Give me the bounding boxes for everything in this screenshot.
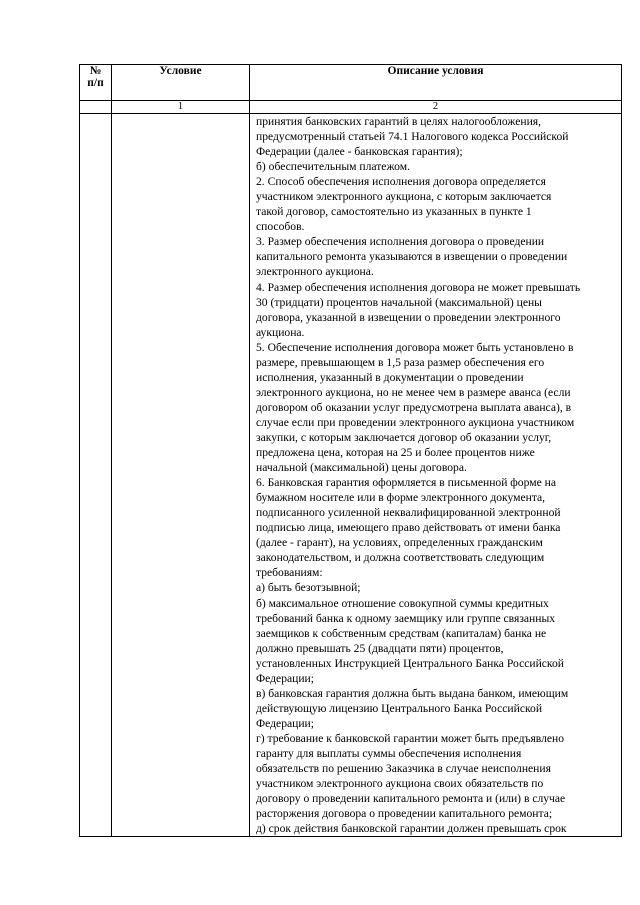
description-line: электронного аукциона. <box>256 265 374 279</box>
header-number-line1: № <box>89 65 102 77</box>
description-line: случае если при проведении электронного аукциона участником <box>256 415 575 429</box>
description-line: законодательством, и должна соответствовать следующим <box>256 551 545 565</box>
table-row <box>80 114 622 837</box>
header-number-line2: п/п <box>87 77 104 89</box>
table-header-row <box>80 65 622 101</box>
description-line: договору о проведении капитального ремонта и (или) в случае <box>256 792 566 806</box>
description-line: расторжения договора о проведении капитального ремонта; <box>256 807 553 821</box>
header-number <box>80 65 112 101</box>
description-line: 3. Размер обеспечения исполнения договора о проведении <box>256 235 545 249</box>
description-line: размере, превышающем в 1,5 раза размер обеспечения его <box>256 355 545 369</box>
header-condition: Условие <box>112 65 250 101</box>
description-line: 30 (тридцати) процентов начальной (максимальной) цены <box>256 295 542 309</box>
description-line: предложена цена, которая на 25 и более процентов ниже <box>256 446 535 460</box>
description-line: электронного аукциона, но не менее чем в размере аванса (если <box>256 385 571 399</box>
column-number-0 <box>80 101 112 114</box>
description-line: установленных Инструкцией Центрального Банка Российской <box>256 656 564 670</box>
description-line: договором об оказании услуг предусмотрена выплата аванса), в <box>256 400 572 414</box>
description-line: 4. Размер обеспечения исполнения договора не может превышать <box>256 280 581 294</box>
description-line: требованиям: <box>256 566 323 580</box>
description-line: должно превышать 25 (двадцати пяти) процентов, <box>256 641 504 655</box>
row-number-cell <box>80 114 112 837</box>
description-line: начальной (максимальной) цены договора. <box>256 461 467 475</box>
description-line: б) максимальное отношение совокупной суммы кредитных <box>256 596 549 610</box>
description-line: Федерации; <box>256 671 314 685</box>
description-line: закупки, с которым заключается договор об оказании услуг, <box>256 430 552 444</box>
column-number-row <box>80 101 622 114</box>
header-description: Описание условия <box>250 65 622 101</box>
description-line: 5. Обеспечение исполнения договора может быть установлено в <box>256 340 574 354</box>
description-line: гаранту для выплаты суммы обеспечения исполнения <box>256 746 522 760</box>
description-line: требований банка к одному заемщику или группе связанных <box>256 611 556 625</box>
column-number-2: 2 <box>250 101 622 114</box>
description-line: Федерации; <box>256 716 314 730</box>
description-line: такой договор, самостоятельно из указанных в пункте 1 <box>256 205 532 219</box>
description-line: предусмотренный статьей 74.1 Налогового кодекса Российской <box>256 130 569 144</box>
description-line: заемщиков к собственным средствам (капиталам) банка не <box>256 626 547 640</box>
description-line: д) срок действия банковской гарантии должен превышать срок <box>256 822 567 836</box>
description-line: б) обеспечительным платежом. <box>256 160 410 174</box>
description-line: а) быть безотзывной; <box>256 581 361 595</box>
description-line: участником электронного аукциона, с которым заключается <box>256 190 552 204</box>
conditions-table <box>79 64 622 837</box>
description-line: (далее - гарант), на условиях, определенных гражданским <box>256 536 543 550</box>
description-line: аукциона. <box>256 325 305 339</box>
column-number-1: 1 <box>112 101 250 114</box>
description-line: исполнения, указанный в документации о проведении <box>256 370 524 384</box>
description-line: в) банковская гарантия должна быть выдана банком, имеющим <box>256 686 569 700</box>
description-line: Федерации (далее - банковская гарантия); <box>256 145 463 159</box>
description-text <box>256 114 618 836</box>
description-line: принятия банковских гарантий в целях налогообложения, <box>256 115 542 128</box>
description-line: г) требование к банковской гарантии может быть предъявлено <box>256 731 565 745</box>
description-line: подписанного усиленной неквалифицированной электронной <box>256 506 561 520</box>
description-line: способов. <box>256 220 305 234</box>
description-line: договора, указанной в извещении о проведении электронного <box>256 310 561 324</box>
description-line: 6. Банковская гарантия оформляется в письменной форме на <box>256 476 556 490</box>
description-line: обязательств по решению Заказчика в случае неисполнения <box>256 762 551 776</box>
description-line: капитального ремонта указываются в извещении о проведении <box>256 250 568 264</box>
description-line: бумажном носителе или в форме электронного документа, <box>256 491 546 505</box>
description-line: участником электронного аукциона своих обязательств по <box>256 777 544 791</box>
description-line: 2. Способ обеспечения исполнения договора определяется <box>256 175 546 189</box>
description-line: подписью лица, имеющего право действовать от имени банка <box>256 521 561 535</box>
row-condition-cell <box>112 114 250 837</box>
description-line: действующую лицензию Центрального Банка Российской <box>256 701 543 715</box>
row-description-cell <box>250 114 622 837</box>
